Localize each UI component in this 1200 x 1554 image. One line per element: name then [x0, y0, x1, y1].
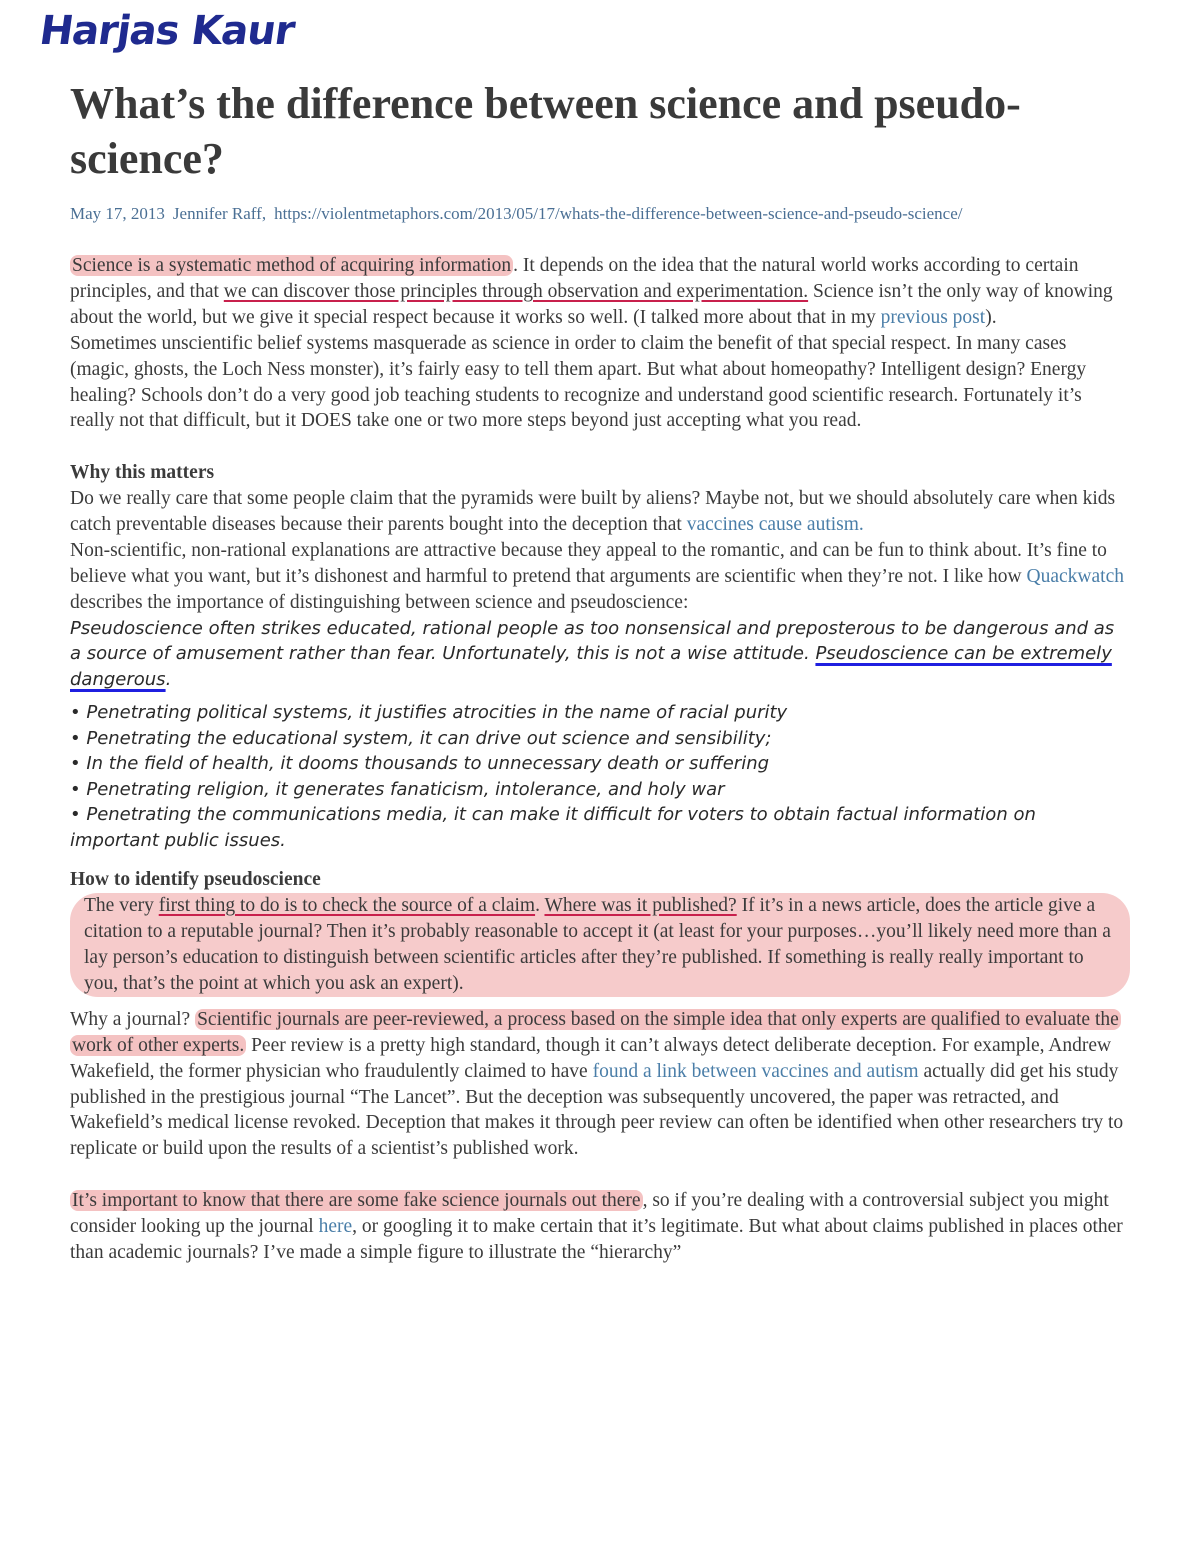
- underlined-quote: Pseudoscience can be extremely dangerous: [70, 643, 1112, 690]
- text: describes the importance of distinguishing between science and pseudoscience:: [70, 591, 689, 613]
- heading-how-to-identify: How to identify pseudoscience: [70, 869, 321, 891]
- paragraph-check-source: [70, 893, 1130, 997]
- article-url: https://violentmetaphors.com/2013/05/17/whats-the-difference-between-science-and-pseudo-science/: [274, 204, 963, 223]
- text: .: [535, 895, 545, 917]
- text: Science isn’t the only way of knowing about the world, but we give it special respect because it works so well. (I talked more about that in my: [70, 280, 1113, 328]
- article-title: What’s the difference between science and pseudo-science?: [70, 79, 1021, 183]
- vaccines-autism-link[interactable]: vaccines cause autism.: [686, 514, 864, 536]
- heading-why-this-matters: Why this matters: [70, 462, 215, 484]
- list-item: • Penetrating the communications media, it can make it difficult for voters to obtain factual information on important public issues.: [70, 804, 1036, 851]
- paragraph-unscientific: Sometimes unscientific belief systems masquerade as science in order to claim the benefit of that special respect. In many cases (magic, ghosts, the Loch Ness monster), it’s fairly easy to tell them apart. But what about homeopathy? Intelligent design? Energy healing? Schools don’t do a very good job teaching students to recognize and understand good scientific research. Fortunately it’s really not that difficult, but it DOES take one or two more steps beyond just accepting what you read.: [70, 332, 1087, 432]
- highlight: Science is a systematic method of acquiring information: [72, 255, 512, 276]
- here-link[interactable]: here: [318, 1216, 353, 1238]
- text: . It depends on the idea that the natural world works according to certain principles, and that: [70, 255, 1079, 302]
- text: , so if you’re dealing with a controversial subject you might consider looking up the journal: [70, 1190, 1109, 1238]
- text: Pseudoscience often strikes educated, rational people as too nonsensical and preposterous to be dangerous and as a source of amusement rather than fear. Unfortunately, this is not a wise attitude.: [70, 617, 1115, 665]
- vaccines-link[interactable]: found a link between vaccines and autism: [592, 1060, 919, 1082]
- article-author: Jennifer Raff,: [172, 204, 267, 223]
- underlined-text: first thing to do is to check the source of a claim: [158, 895, 536, 917]
- highlight: It’s important to know that there are some fake science journals out there: [72, 1190, 641, 1212]
- text: The very: [84, 895, 159, 917]
- text: ).: [985, 306, 997, 328]
- underlined-text: Where was it published?: [544, 895, 737, 917]
- paragraph-fake-journals: [70, 1188, 1130, 1266]
- bullet-list: [70, 700, 1130, 853]
- list-item: • Penetrating the educational system, it can drive out science and sensibility;: [70, 727, 772, 749]
- text: , or googling it to make certain that it’s legitimate. But what about claims published in places other than academic journals? I’ve made a simple figure to illustrate the “hierarchy”: [70, 1216, 1123, 1264]
- article-body: [70, 253, 1130, 1266]
- underlined-text: we can discover those principles through observation and experimentation.: [223, 280, 809, 302]
- text: .: [165, 668, 172, 690]
- previous-post-link[interactable]: previous post: [880, 306, 986, 328]
- text: actually did get his study published in the prestigious journal “The Lancet”. But the deception was subsequently uncovered, the paper was retracted, and Wakefield’s medical license revoked. Deception that makes it through peer review can often be identified when other researchers try to replicate or build upon the results of a scientist’s published work.: [70, 1060, 1124, 1160]
- handwritten-signature: Harjas Kaur: [36, 8, 298, 54]
- paragraph-non-scientific: [70, 538, 1130, 616]
- list-item: • Penetrating political systems, it justifies atrocities in the name of racial purity: [70, 702, 788, 724]
- quackwatch-link[interactable]: Quackwatch: [1026, 565, 1124, 587]
- text: Why a journal?: [70, 1008, 196, 1030]
- list-item: • In the field of health, it dooms thousands to unnecessary death or suffering: [70, 753, 770, 775]
- list-item: • Penetrating religion, it generates fanaticism, intolerance, and holy war: [70, 778, 725, 800]
- article-date: May 17, 2013: [70, 204, 165, 223]
- text: Peer review is a pretty high standard, though it can’t always detect deliberate deception. For example, Andrew Wakefield, the former physician who fraudulently claimed to have: [70, 1034, 1112, 1082]
- paragraph-why-journal: [70, 1007, 1130, 1162]
- text: If it’s in a news article, does the article give a citation to a reputable journal? Then it’s probably reasonable to accept it (at least for your purposes…you’ll likely need more than a lay person’s education to distinguish between scientific articles after they’re published. If something is really really important to you, that’s the point at which you ask an expert).: [84, 895, 1111, 994]
- quote-block: [70, 616, 1130, 693]
- text: Non-scientific, non-rational explanations are attractive because they appeal to the romantic, and can be fun to think about. It’s fine to believe what you want, but it’s dishonest and harmful to pretend that arguments are scientific when they’re not. I like how: [70, 540, 1107, 587]
- paragraph-pyramids: [70, 486, 1130, 538]
- paragraph-intro: [70, 253, 1130, 331]
- article-meta: [70, 204, 971, 224]
- highlight: Scientific journals are peer-reviewed, a process based on the simple idea that only experts are qualified to evaluate the work of other experts.: [72, 1008, 1119, 1056]
- text: Do we really care that some people claim that the pyramids were built by aliens? Maybe not, but we should absolutely care when kids catch preventable diseases because their parents bought into the deception that: [70, 488, 1116, 536]
